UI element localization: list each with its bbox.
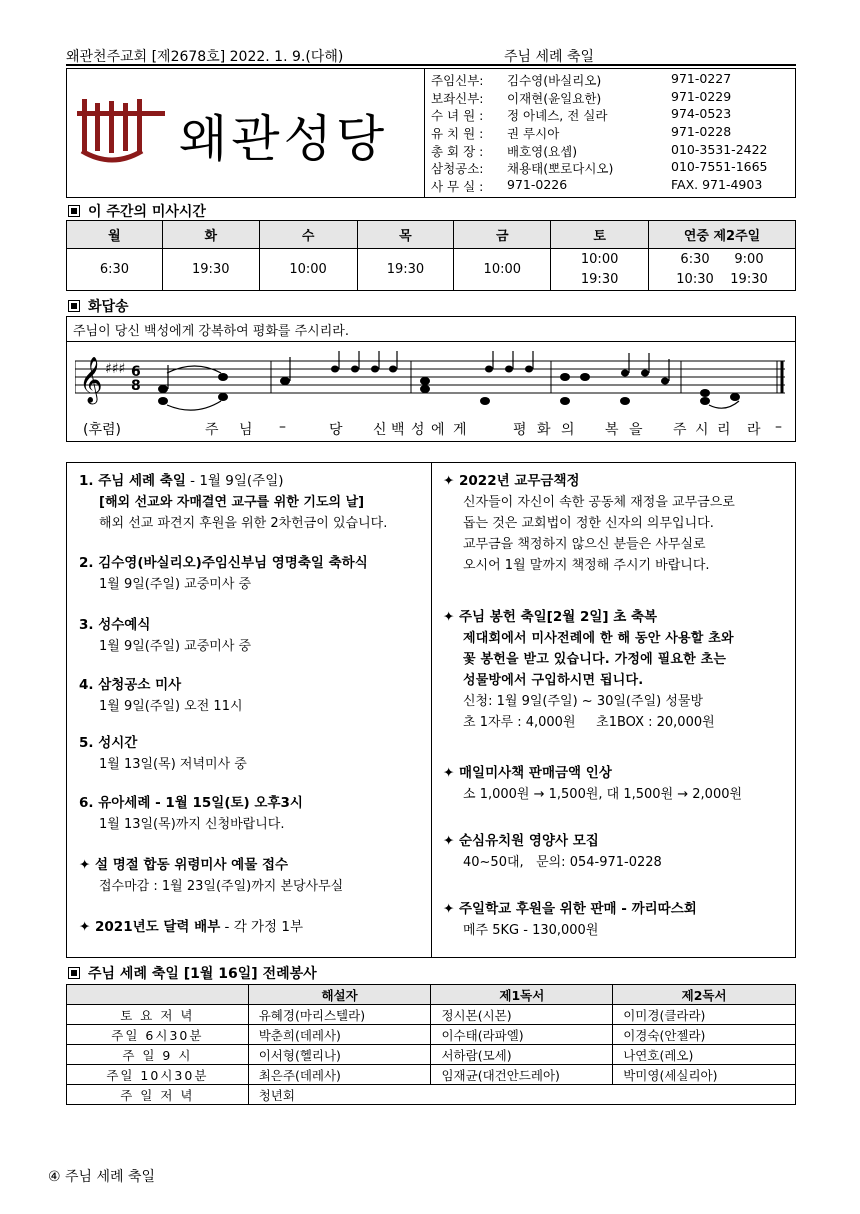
divider	[67, 341, 795, 342]
notice-line: 메주 5KG - 130,000원	[463, 923, 599, 938]
lyric-syllable: 당	[329, 422, 343, 438]
lyric-syllable: 백	[391, 422, 405, 438]
staff-name: 배호영(요셉)	[507, 143, 578, 159]
notice-line: 해외 선교 파견지 후원을 위한 2차헌금이 있습니다.	[99, 516, 388, 531]
notice-line: 1월 9일(주일) 오전 11시	[99, 699, 243, 714]
lyric-syllable: –	[279, 419, 286, 435]
notice-item	[79, 675, 429, 717]
notice-line: 초 1자루 : 4,000원 초1BOX : 20,000원	[463, 715, 715, 730]
notice-title-text: 3. 성수예식	[79, 617, 151, 633]
notice-title	[79, 855, 429, 876]
table-row	[67, 1005, 796, 1025]
mass-time: 6:30	[99, 261, 130, 277]
staff-role: 보좌신부:	[431, 90, 484, 106]
lyric-syllable: 신	[373, 422, 387, 438]
notice-title-text: 4. 삼청공소 미사	[79, 677, 182, 693]
feast-title: 주님 세례 축일	[504, 49, 595, 65]
staff-row	[431, 177, 793, 195]
notice-line: [해외 선교와 자매결연 교구를 위한 기도의 날]	[99, 495, 365, 510]
mass-day-header: 화	[162, 221, 259, 249]
duty-cell: 임재균(대건안드레아)	[431, 1065, 613, 1085]
notice-line-bold: 꽃 봉헌을 받고 있습니다. 가정에 필요한 초는	[463, 652, 727, 667]
staff-name: 김수영(바실리오)	[507, 73, 602, 88]
notice-title: ✦ 주일학교 후원을 위한 판매 - 까리따스회	[443, 901, 697, 917]
notices-box	[66, 462, 796, 958]
duty-cell: 유혜경(마리스텔라)	[248, 1005, 431, 1025]
notice-line: 오시어 1월 말까지 책정해 주시기 바랍니다.	[463, 558, 710, 573]
notice-line-bold: 제대회에서 미사전례에 한 해 동안 사용할 초와	[463, 631, 734, 646]
lyric-syllable: (후렴)	[83, 422, 121, 438]
duty-cell: 청년회	[248, 1085, 795, 1105]
table-row	[67, 1085, 796, 1105]
notice-item	[79, 917, 429, 938]
notice-title-detail: - 각 가정 1부	[220, 919, 304, 935]
mass-time-cell	[454, 249, 551, 291]
notice-line: 1월 13일(목)까지 신청바랍니다.	[99, 817, 285, 832]
mass-time: 6:30 9:00	[680, 251, 764, 267]
lyric-syllable: 주	[673, 422, 687, 438]
duty-header: 제1독서	[431, 985, 613, 1005]
notice-title	[79, 733, 429, 754]
resp-section-title	[68, 296, 129, 316]
staff-name: 채용태(뽀로다시오)	[507, 161, 614, 177]
duty-cell: 최은주(데레사)	[248, 1065, 431, 1085]
notice-title	[79, 471, 429, 492]
lyric-syllable: 의	[561, 422, 575, 438]
column-divider	[431, 463, 432, 957]
notice-title	[79, 917, 429, 938]
mass-time: 19:30	[192, 261, 230, 277]
notice-item	[443, 899, 793, 941]
notice-title-text: 5. 성시간	[79, 735, 138, 751]
mass-time-second: 19:30	[580, 271, 619, 287]
mass-time: 10:00	[483, 261, 522, 277]
lyric-syllable: 리	[717, 422, 731, 438]
mass-day-header: 연중 제2주일	[649, 221, 796, 249]
issue-info: 왜관천주교회 [제2678호] 2022. 1. 9.(다해)	[66, 49, 344, 65]
notice-line: 접수마감 : 1월 23일(주일)까지 본당사무실	[99, 879, 344, 894]
notice-line: 소 1,000원 → 1,500원, 대 1,500원 → 2,000원	[463, 787, 743, 802]
duty-slot: 주일 6시30분	[67, 1025, 249, 1045]
notice-title: ✦ 매일미사책 판매금액 인상	[443, 765, 612, 781]
section-marker-icon	[68, 205, 80, 217]
staff-row	[431, 159, 793, 177]
notice-item	[79, 793, 429, 835]
table-row	[67, 1065, 796, 1085]
notice-item	[79, 855, 429, 897]
mass-day-header: 토	[551, 221, 649, 249]
mass-day-header: 수	[259, 221, 357, 249]
mass-day-header: 목	[357, 221, 454, 249]
notice-title-text: 2. 김수영(바실리오)주임신부님 영명축일 축하식	[79, 555, 368, 571]
lyric-syllable: 님	[239, 422, 253, 438]
mass-section-label: 이 주간의 미사시간	[88, 204, 206, 220]
staff-phone: 010-7551-1665	[671, 159, 768, 175]
notice-item	[79, 471, 429, 534]
notice-title: ✦ 순심유치원 영양사 모집	[443, 833, 599, 849]
logo-area	[67, 69, 425, 197]
music-staff-icon	[75, 347, 787, 419]
duty-slot: 주 일 9 시	[67, 1045, 249, 1065]
duty-cell: 이서형(헬리나)	[248, 1045, 431, 1065]
notice-title: ✦ 주님 봉헌 축일[2월 2일] 초 축복	[443, 609, 658, 625]
duty-header: 해설자	[248, 985, 431, 1005]
staff-role: 사 무 실 :	[431, 179, 484, 195]
staff-row	[431, 124, 793, 142]
duty-slot: 토 요 저 녁	[67, 1005, 249, 1025]
notice-title-text: 1. 주님 세례 축일	[79, 473, 186, 489]
mass-time: 19:30	[386, 261, 425, 277]
responsorial-box	[66, 316, 796, 442]
parish-info-box	[66, 68, 796, 198]
staff-role: 유 치 원 :	[431, 126, 484, 142]
church-name: 왜관성당	[179, 110, 389, 168]
section-marker-icon	[68, 300, 80, 312]
staff-name: 권 루시아	[507, 126, 560, 142]
notice-line: 1월 13일(목) 저녁미사 중	[99, 757, 247, 772]
section-marker-icon	[68, 967, 80, 979]
duty-section-label: 주님 세례 축일 [1월 16일] 전례봉사	[88, 966, 317, 982]
staff-role: 수 녀 원 :	[431, 108, 484, 124]
liturgy-duty-table	[66, 984, 796, 1105]
staff-phone: 974-0523	[671, 106, 732, 122]
mass-time-cell	[259, 249, 357, 291]
notice-item	[443, 607, 793, 733]
lyric-syllable: 게	[453, 422, 467, 438]
staff-list	[431, 71, 793, 195]
mass-time-cell	[357, 249, 454, 291]
staff-phone: 971-0227	[671, 71, 732, 86]
notice-line: 40~50대, 문의: 054-971-0228	[463, 855, 662, 870]
lyric-syllable: 성	[411, 422, 425, 438]
mass-time-cell	[67, 249, 163, 291]
mass-time-second: 10:30 19:30	[676, 271, 768, 287]
staff-name: 971-0226	[507, 177, 568, 193]
notice-line-bold: 성물방에서 구입하시면 됩니다.	[463, 673, 644, 688]
staff-row	[431, 71, 793, 89]
notice-line: 1월 9일(주일) 교중미사 중	[99, 577, 252, 592]
lyric-syllable: 에	[431, 422, 445, 438]
staff-row	[431, 142, 793, 160]
notice-line: 신청: 1월 9일(주일) ~ 30일(주일) 성물방	[463, 694, 704, 709]
staff-role: 삼청공소:	[431, 161, 484, 177]
duty-cell: 이미경(클라라)	[613, 1005, 796, 1025]
notice-item	[443, 763, 793, 805]
table-row	[67, 1025, 796, 1045]
duty-header: 제2독서	[613, 985, 796, 1005]
notice-item	[79, 615, 429, 657]
mass-schedule-table	[66, 220, 796, 291]
parish-logo-icon	[77, 99, 167, 169]
mass-time-cell	[649, 249, 796, 291]
notice-title	[79, 553, 429, 574]
bulletin-header	[66, 44, 796, 66]
table-row	[67, 1045, 796, 1065]
notice-line: 신자들이 자신이 속한 공동체 재정을 교무금으로	[463, 495, 735, 510]
duty-section-title	[68, 963, 317, 983]
staff-name: 이재현(윤일요한)	[507, 90, 602, 106]
staff-phone: 010-3531-2422	[671, 141, 768, 157]
staff-phone: 971-0229	[671, 88, 732, 104]
lyric-syllable: 복	[605, 422, 619, 438]
duty-cell: 박미영(세실리아)	[613, 1065, 796, 1085]
notice-title	[79, 675, 429, 696]
staff-phone: FAX. 971-4903	[671, 177, 763, 193]
duty-cell: 이수태(라파엘)	[431, 1025, 613, 1045]
notice-line: 돕는 것은 교회법이 정한 신자의 의무입니다.	[463, 516, 714, 531]
duty-slot: 주일 10시30분	[67, 1065, 249, 1085]
notice-title: ✦ 2022년 교무금책정	[443, 473, 580, 489]
mass-section-title	[68, 201, 206, 221]
lyric-syllable: –	[775, 419, 782, 435]
duty-cell: 나연호(레오)	[613, 1045, 796, 1065]
svg-text:6: 6	[131, 364, 141, 380]
lyric-syllable: 화	[537, 422, 551, 438]
notice-title-text: ✦ 설 명절 합동 위령미사 예물 접수	[79, 857, 289, 873]
lyric-syllable: 을	[629, 422, 643, 438]
mass-day-header: 월	[67, 221, 163, 249]
staff-name: 정 아녜스, 전 실라	[507, 108, 608, 124]
page-footer: ④ 주님 세례 축일	[48, 1169, 156, 1185]
notice-title	[79, 615, 429, 636]
mass-time: 10:00	[289, 261, 327, 277]
lyric-syllable: 라	[747, 422, 761, 438]
mass-time-cell	[162, 249, 259, 291]
lyric-syllable: 평	[513, 422, 527, 438]
mass-day-header: 금	[454, 221, 551, 249]
mass-time: 10:00	[580, 251, 619, 267]
resp-text: 주님이 당신 백성에게 강복하여 평화를 주시리라.	[73, 324, 349, 339]
staff-role: 총 회 장 :	[431, 143, 484, 159]
duty-cell: 박춘희(데레사)	[248, 1025, 431, 1045]
notice-title-text: 6. 유아세례 - 1월 15일(토) 오후3시	[79, 795, 303, 811]
staff-row	[431, 89, 793, 107]
svg-text:8: 8	[131, 378, 141, 394]
notice-title	[79, 793, 429, 814]
duty-header	[67, 985, 249, 1005]
duty-slot: 주 일 저 녁	[67, 1085, 249, 1105]
duty-cell: 이경숙(안젤라)	[613, 1025, 796, 1045]
svg-text:𝄞: 𝄞	[79, 357, 103, 403]
svg-text:♯♯♯: ♯♯♯	[105, 361, 126, 377]
staff-row	[431, 106, 793, 124]
duty-cell: 정시몬(시몬)	[431, 1005, 613, 1025]
notice-item	[443, 471, 793, 576]
mass-time-cell	[551, 249, 649, 291]
staff-role: 주임신부:	[431, 73, 484, 88]
notice-item	[443, 831, 793, 873]
notice-item	[79, 553, 429, 595]
resp-section-label: 화답송	[88, 299, 129, 315]
notice-item	[79, 733, 429, 775]
notice-line: 교무금을 책정하지 않으신 분들은 사무실로	[463, 537, 706, 552]
duty-cell: 서하람(모세)	[431, 1045, 613, 1065]
lyric-syllable: 주	[205, 422, 219, 438]
notice-title-detail: - 1월 9일(주일)	[185, 473, 284, 489]
staff-phone: 971-0228	[671, 124, 732, 140]
lyric-syllable: 시	[695, 422, 709, 438]
notice-title-text: ✦ 2021년도 달력 배부	[79, 919, 221, 935]
notice-line: 1월 9일(주일) 교중미사 중	[99, 639, 252, 654]
